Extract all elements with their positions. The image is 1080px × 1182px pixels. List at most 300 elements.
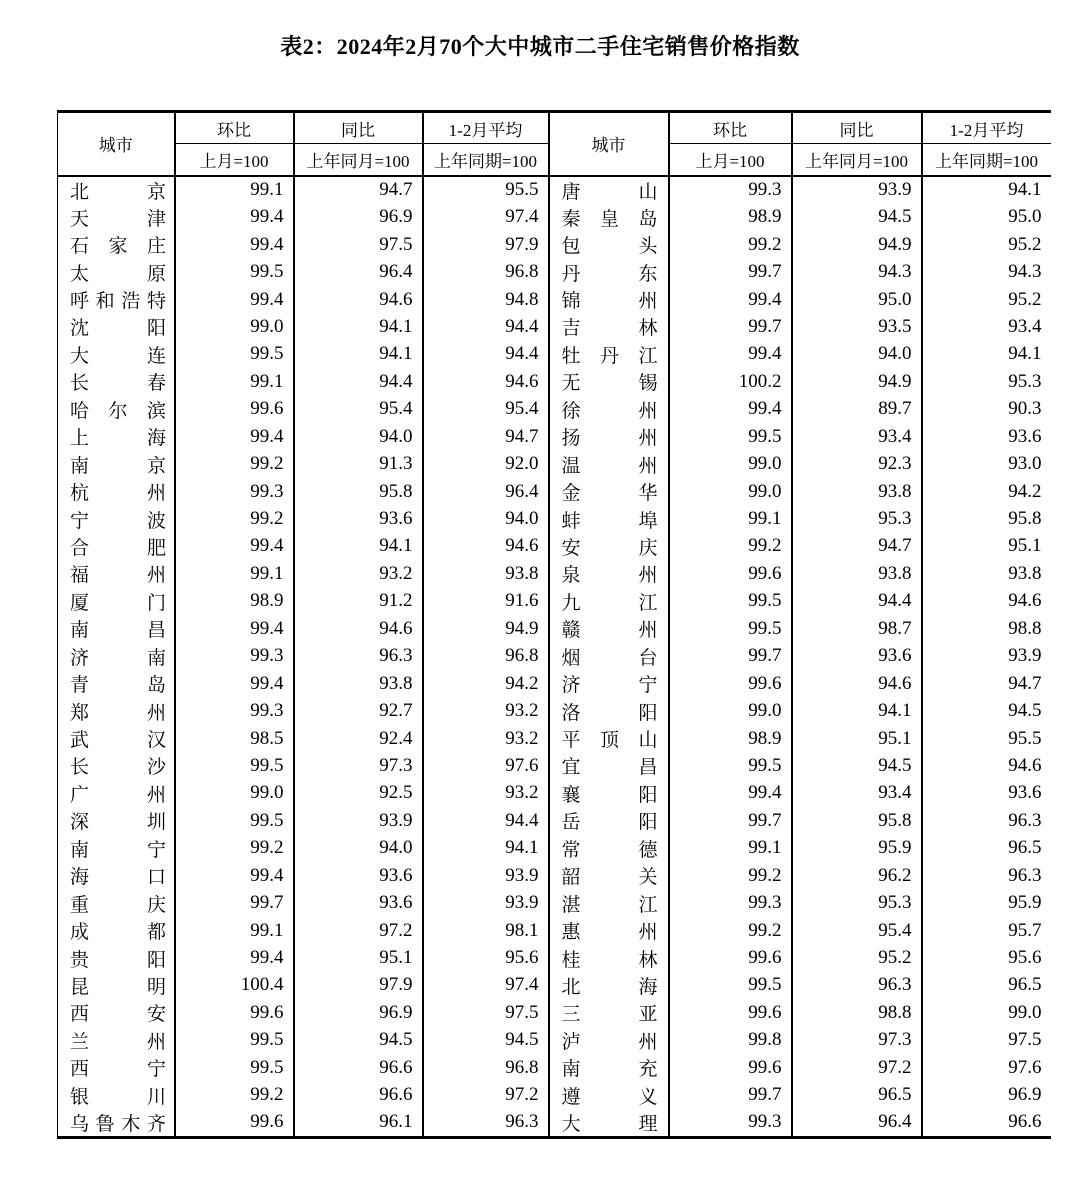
- mom-value-cell: 99.0: [175, 313, 294, 340]
- avg-value-cell: 93.6: [1008, 782, 1042, 804]
- mom-value-cell: 99.4: [175, 670, 294, 697]
- mom-value-cell: 99.2: [669, 862, 792, 889]
- yoy-value-cell: 96.6: [294, 1054, 423, 1081]
- avg-value-cell: 94.5: [423, 1027, 549, 1054]
- city-cell: [549, 588, 669, 615]
- city-name: 九江: [561, 592, 658, 614]
- city-cell: [58, 231, 175, 258]
- header-mom-right: 环比: [669, 112, 792, 144]
- table-row: [58, 643, 1051, 670]
- city-cell: [549, 1054, 669, 1081]
- avg-value-cell: 93.2: [423, 780, 549, 807]
- city-name: 大连: [70, 345, 166, 367]
- yoy-value-cell: 95.0: [792, 286, 922, 313]
- yoy-value-cell: 96.3: [792, 972, 922, 999]
- avg-value-cell: 90.3: [1008, 398, 1042, 420]
- yoy-value-cell: 94.6: [294, 286, 423, 313]
- yoy-value-cell: 94.7: [792, 533, 922, 560]
- mom-value-cell: 100.4: [175, 972, 294, 999]
- city-cell: [58, 917, 175, 944]
- table-row: [58, 999, 1051, 1026]
- city-name: 泸州: [561, 1031, 658, 1053]
- yoy-value-cell: 93.6: [294, 889, 423, 916]
- avg-value-cell: 96.9: [1008, 1084, 1042, 1106]
- avg-value-cell: 93.9: [423, 889, 549, 916]
- city-cell: [549, 862, 669, 889]
- city-name: 南昌: [70, 620, 166, 642]
- avg-value-cell: 94.6: [1008, 590, 1042, 612]
- city-name: 扬州: [561, 428, 658, 450]
- mom-value-cell: 99.5: [175, 807, 294, 834]
- city-name: 蚌埠: [561, 510, 658, 532]
- city-name: 石家庄: [70, 236, 166, 258]
- mom-value-cell: 99.2: [175, 450, 294, 477]
- avg-value-cell: 94.9: [423, 615, 549, 642]
- avg-value-cell: 93.9: [423, 862, 549, 889]
- mom-value-cell: 99.3: [175, 697, 294, 724]
- avg-value-cell: 94.3: [1008, 261, 1042, 283]
- mom-value-cell: 99.0: [669, 450, 792, 477]
- table-row: [58, 313, 1051, 340]
- yoy-value-cell: 95.8: [294, 478, 423, 505]
- table-row: [58, 835, 1051, 862]
- avg-value-cell: 95.8: [1008, 508, 1042, 530]
- mom-value-cell: 99.2: [175, 505, 294, 532]
- mom-value-cell: 99.5: [669, 972, 792, 999]
- table-row: [58, 450, 1051, 477]
- mom-value-cell: 99.3: [669, 1109, 792, 1138]
- city-name: 上海: [70, 428, 166, 450]
- city-cell: [58, 1027, 175, 1054]
- yoy-value-cell: 96.4: [294, 258, 423, 285]
- city-name: 金华: [561, 483, 658, 505]
- city-cell: [549, 725, 669, 752]
- city-cell: [549, 396, 669, 423]
- city-name: 西宁: [70, 1059, 166, 1081]
- avg-value-cell: 97.4: [423, 204, 549, 231]
- yoy-value-cell: 95.3: [792, 889, 922, 916]
- city-name: 宁波: [70, 510, 166, 532]
- city-cell: [549, 505, 669, 532]
- avg-value-cell: 94.6: [1008, 754, 1042, 776]
- city-cell: [549, 368, 669, 395]
- avg-value-cell: 98.8: [1008, 617, 1042, 639]
- mom-value-cell: 99.5: [175, 258, 294, 285]
- avg-value-cell: 93.9: [1008, 645, 1042, 667]
- city-cell: [549, 697, 669, 724]
- avg-value-cell: 96.8: [423, 1054, 549, 1081]
- table-row: [58, 1027, 1051, 1054]
- mom-value-cell: 98.9: [669, 725, 792, 752]
- city-cell: [58, 752, 175, 779]
- header-city-left: 城市: [58, 112, 175, 176]
- city-cell: [549, 780, 669, 807]
- avg-value-cell: 97.6: [423, 752, 549, 779]
- header-yoy-left: 同比: [294, 112, 423, 144]
- mom-value-cell: 99.4: [175, 286, 294, 313]
- avg-value-cell: 97.2: [423, 1082, 549, 1109]
- avg-value-cell: 93.2: [423, 725, 549, 752]
- yoy-value-cell: 96.6: [294, 1082, 423, 1109]
- mom-value-cell: 98.5: [175, 725, 294, 752]
- avg-value-cell: 96.4: [423, 478, 549, 505]
- city-name: 韶关: [561, 867, 658, 889]
- avg-value-cell: 94.1: [1008, 179, 1042, 200]
- mom-value-cell: 99.5: [669, 615, 792, 642]
- city-cell: [58, 889, 175, 916]
- avg-value-cell: 97.5: [423, 999, 549, 1026]
- mom-value-cell: 99.4: [175, 423, 294, 450]
- city-name: 广州: [70, 784, 166, 806]
- city-cell: [549, 889, 669, 916]
- avg-value-cell: 92.0: [423, 450, 549, 477]
- avg-value-cell: 96.8: [423, 258, 549, 285]
- yoy-value-cell: 94.9: [792, 231, 922, 258]
- table-row: [58, 396, 1051, 423]
- mom-value-cell: 99.6: [669, 670, 792, 697]
- mom-value-cell: 99.0: [669, 478, 792, 505]
- yoy-value-cell: 93.2: [294, 560, 423, 587]
- yoy-value-cell: 92.4: [294, 725, 423, 752]
- avg-value-cell: 99.0: [1008, 1001, 1042, 1023]
- mom-value-cell: 99.2: [669, 533, 792, 560]
- mom-value-cell: 99.6: [669, 560, 792, 587]
- yoy-value-cell: 93.4: [792, 423, 922, 450]
- mom-value-cell: 99.0: [669, 697, 792, 724]
- yoy-value-cell: 95.1: [294, 944, 423, 971]
- city-cell: [549, 670, 669, 697]
- city-cell: [58, 643, 175, 670]
- yoy-value-cell: 95.9: [792, 835, 922, 862]
- yoy-value-cell: 92.7: [294, 697, 423, 724]
- price-index-table: [57, 110, 1051, 1139]
- city-cell: [549, 478, 669, 505]
- city-name: 郑州: [70, 702, 166, 724]
- city-name: 徐州: [561, 400, 658, 422]
- header-row-top: [58, 112, 1051, 144]
- city-name: 哈尔滨: [70, 400, 166, 422]
- city-cell: [58, 835, 175, 862]
- city-cell: [549, 560, 669, 587]
- avg-value-cell: 96.3: [1008, 809, 1042, 831]
- city-cell: [549, 615, 669, 642]
- table-header: [58, 112, 1051, 176]
- city-name: 银川: [70, 1086, 166, 1108]
- table-row: [58, 231, 1051, 258]
- mom-value-cell: 99.4: [175, 862, 294, 889]
- city-cell: [549, 944, 669, 971]
- city-name: 遵义: [561, 1086, 658, 1108]
- city-cell: [58, 341, 175, 368]
- yoy-value-cell: 89.7: [792, 396, 922, 423]
- city-name: 福州: [70, 565, 166, 587]
- yoy-value-cell: 96.4: [792, 1109, 922, 1138]
- city-cell: [549, 752, 669, 779]
- city-cell: [549, 835, 669, 862]
- avg-value-cell: 94.7: [423, 423, 549, 450]
- city-cell: [58, 505, 175, 532]
- city-name: 襄阳: [561, 784, 658, 806]
- city-name: 呼和浩特: [70, 291, 166, 313]
- mom-value-cell: 99.5: [175, 752, 294, 779]
- mom-value-cell: 99.3: [669, 176, 792, 204]
- city-name: 太原: [70, 263, 166, 285]
- mom-value-cell: 99.1: [175, 176, 294, 204]
- avg-value-cell: 94.6: [423, 368, 549, 395]
- avg-value-cell: 94.1: [423, 835, 549, 862]
- header-yoy-right: 同比: [792, 112, 922, 144]
- city-cell: [58, 862, 175, 889]
- mom-value-cell: 99.0: [175, 780, 294, 807]
- yoy-value-cell: 94.1: [792, 697, 922, 724]
- city-cell: [549, 423, 669, 450]
- city-cell: [549, 258, 669, 285]
- table-row: [58, 588, 1051, 615]
- city-cell: [549, 450, 669, 477]
- city-name: 岳阳: [561, 812, 658, 834]
- yoy-value-cell: 94.0: [294, 423, 423, 450]
- table-row: [58, 478, 1051, 505]
- mom-value-cell: 99.5: [175, 1027, 294, 1054]
- yoy-value-cell: 94.5: [792, 752, 922, 779]
- city-cell: [549, 286, 669, 313]
- mom-value-cell: 99.4: [669, 780, 792, 807]
- avg-value-cell: 96.5: [1008, 837, 1042, 859]
- mom-value-cell: 99.7: [669, 1082, 792, 1109]
- city-cell: [58, 972, 175, 999]
- yoy-value-cell: 94.9: [792, 368, 922, 395]
- city-name: 成都: [70, 922, 166, 944]
- yoy-value-cell: 93.5: [792, 313, 922, 340]
- avg-value-cell: 97.5: [1008, 1029, 1042, 1051]
- avg-value-cell: 95.2: [1008, 288, 1042, 310]
- city-name: 沈阳: [70, 318, 166, 340]
- yoy-value-cell: 95.8: [792, 807, 922, 834]
- table-row: [58, 972, 1051, 999]
- header-mom-base-right: 上月=100: [669, 144, 792, 176]
- mom-value-cell: 99.2: [669, 917, 792, 944]
- table-row: [58, 505, 1051, 532]
- mom-value-cell: 99.1: [175, 368, 294, 395]
- mom-value-cell: 99.2: [669, 231, 792, 258]
- avg-value-cell: 94.6: [423, 533, 549, 560]
- avg-value-cell: 94.1: [1008, 343, 1042, 365]
- mom-value-cell: 99.4: [669, 396, 792, 423]
- mom-value-cell: 99.5: [175, 1054, 294, 1081]
- city-cell: [58, 615, 175, 642]
- avg-value-cell: 91.6: [423, 588, 549, 615]
- city-name: 合肥: [70, 537, 166, 559]
- table-row: [58, 752, 1051, 779]
- city-cell: [549, 176, 669, 204]
- table-row: [58, 258, 1051, 285]
- table-row: [58, 697, 1051, 724]
- avg-value-cell: 96.6: [1008, 1111, 1042, 1133]
- city-name: 重庆: [70, 894, 166, 916]
- mom-value-cell: 99.5: [175, 341, 294, 368]
- table-row: [58, 533, 1051, 560]
- city-cell: [58, 944, 175, 971]
- city-cell: [549, 533, 669, 560]
- yoy-value-cell: 94.4: [294, 368, 423, 395]
- city-cell: [58, 478, 175, 505]
- city-cell: [549, 231, 669, 258]
- avg-value-cell: 93.0: [1008, 453, 1042, 475]
- city-name: 西安: [70, 1004, 166, 1026]
- city-name: 唐山: [561, 181, 658, 203]
- mom-value-cell: 99.7: [669, 643, 792, 670]
- city-cell: [58, 560, 175, 587]
- mom-value-cell: 99.4: [175, 615, 294, 642]
- table-title: 表2：2024年2月70个大中城市二手住宅销售价格指数: [280, 34, 800, 59]
- yoy-value-cell: 93.8: [792, 560, 922, 587]
- avg-value-cell: 95.4: [423, 396, 549, 423]
- avg-value-cell: 94.2: [1008, 480, 1042, 502]
- avg-value-cell: 94.2: [423, 670, 549, 697]
- city-name: 北海: [561, 976, 658, 998]
- header-avg-base-left: 上年同期=100: [423, 144, 549, 176]
- mom-value-cell: 99.4: [175, 533, 294, 560]
- mom-value-cell: 99.5: [669, 588, 792, 615]
- table-row: [58, 889, 1051, 916]
- mom-value-cell: 98.9: [175, 588, 294, 615]
- yoy-value-cell: 97.5: [294, 231, 423, 258]
- city-cell: [58, 670, 175, 697]
- mom-value-cell: 100.2: [669, 368, 792, 395]
- mom-value-cell: 98.9: [669, 204, 792, 231]
- avg-value-cell: 94.7: [1008, 672, 1042, 694]
- avg-value-cell: 95.3: [1008, 370, 1042, 392]
- city-name: 兰州: [70, 1031, 166, 1053]
- table-row: [58, 1054, 1051, 1081]
- avg-value-cell: 93.4: [1008, 315, 1042, 337]
- avg-value-cell: 96.3: [1008, 864, 1042, 886]
- city-cell: [549, 1109, 669, 1138]
- mom-value-cell: 99.8: [669, 1027, 792, 1054]
- city-cell: [549, 341, 669, 368]
- city-cell: [549, 1082, 669, 1109]
- yoy-value-cell: 97.2: [792, 1054, 922, 1081]
- mom-value-cell: 99.3: [175, 643, 294, 670]
- avg-value-cell: 96.8: [423, 643, 549, 670]
- avg-value-cell: 94.4: [423, 313, 549, 340]
- avg-value-cell: 94.8: [423, 286, 549, 313]
- avg-value-cell: 97.6: [1008, 1056, 1042, 1078]
- avg-value-cell: 94.4: [423, 341, 549, 368]
- city-name: 贵阳: [70, 949, 166, 971]
- yoy-value-cell: 93.9: [792, 176, 922, 204]
- city-name: 丹东: [561, 263, 658, 285]
- yoy-value-cell: 96.5: [792, 1082, 922, 1109]
- avg-value-cell: 96.5: [1008, 974, 1042, 996]
- yoy-value-cell: 96.2: [792, 862, 922, 889]
- city-cell: [58, 368, 175, 395]
- table-row: [58, 423, 1051, 450]
- yoy-value-cell: 96.3: [294, 643, 423, 670]
- yoy-value-cell: 94.0: [792, 341, 922, 368]
- mom-value-cell: 99.5: [669, 423, 792, 450]
- city-name: 青岛: [70, 675, 166, 697]
- avg-value-cell: 93.2: [423, 697, 549, 724]
- avg-value-cell: 98.1: [423, 917, 549, 944]
- avg-value-cell: 93.8: [1008, 562, 1042, 584]
- city-cell: [549, 807, 669, 834]
- yoy-value-cell: 95.4: [792, 917, 922, 944]
- yoy-value-cell: 92.5: [294, 780, 423, 807]
- table-row: [58, 862, 1051, 889]
- mom-value-cell: 99.6: [669, 1054, 792, 1081]
- yoy-value-cell: 93.8: [294, 670, 423, 697]
- table-row: [58, 1109, 1051, 1138]
- yoy-value-cell: 93.6: [294, 505, 423, 532]
- avg-value-cell: 97.9: [423, 231, 549, 258]
- table-row: [58, 286, 1051, 313]
- yoy-value-cell: 94.1: [294, 533, 423, 560]
- table-row: [58, 944, 1051, 971]
- city-cell: [58, 396, 175, 423]
- city-name: 大理: [561, 1113, 658, 1135]
- yoy-value-cell: 94.1: [294, 341, 423, 368]
- yoy-value-cell: 96.1: [294, 1109, 423, 1138]
- yoy-value-cell: 97.2: [294, 917, 423, 944]
- avg-value-cell: 95.6: [1008, 947, 1042, 969]
- city-name: 济南: [70, 647, 166, 669]
- city-name: 平顶山: [561, 730, 658, 752]
- yoy-value-cell: 94.4: [792, 588, 922, 615]
- yoy-value-cell: 97.3: [792, 1027, 922, 1054]
- avg-value-cell: 95.5: [1008, 727, 1042, 749]
- city-name: 赣州: [561, 620, 658, 642]
- city-cell: [58, 1082, 175, 1109]
- mom-value-cell: 99.6: [669, 944, 792, 971]
- table-row: [58, 615, 1051, 642]
- yoy-value-cell: 94.5: [294, 1027, 423, 1054]
- mom-value-cell: 99.6: [175, 999, 294, 1026]
- city-name: 乌鲁木齐: [70, 1113, 166, 1135]
- yoy-value-cell: 97.9: [294, 972, 423, 999]
- mom-value-cell: 99.1: [669, 835, 792, 862]
- city-name: 安庆: [561, 537, 658, 559]
- city-name: 桂林: [561, 949, 658, 971]
- avg-value-cell: 93.6: [1008, 425, 1042, 447]
- city-cell: [549, 1027, 669, 1054]
- yoy-value-cell: 96.9: [294, 999, 423, 1026]
- yoy-value-cell: 91.3: [294, 450, 423, 477]
- city-cell: [58, 423, 175, 450]
- table-row: [58, 560, 1051, 587]
- yoy-value-cell: 93.4: [792, 780, 922, 807]
- yoy-value-cell: 93.6: [294, 862, 423, 889]
- city-name: 南充: [561, 1059, 658, 1081]
- city-name: 秦皇岛: [561, 208, 658, 230]
- city-name: 长沙: [70, 757, 166, 779]
- header-avg-base-right: 上年同期=100: [934, 151, 1039, 171]
- mom-value-cell: 99.6: [175, 396, 294, 423]
- table-row: [58, 917, 1051, 944]
- city-name: 惠州: [561, 922, 658, 944]
- city-name: 常德: [561, 839, 658, 861]
- city-cell: [58, 780, 175, 807]
- table-row: [58, 670, 1051, 697]
- table-row: [58, 204, 1051, 231]
- header-avg-left: 1-2月平均: [423, 112, 549, 144]
- header-mom-base-left: 上月=100: [175, 144, 294, 176]
- city-name: 泉州: [561, 565, 658, 587]
- table-row: [58, 780, 1051, 807]
- mom-value-cell: 99.6: [669, 999, 792, 1026]
- mom-value-cell: 99.7: [669, 807, 792, 834]
- city-cell: [58, 286, 175, 313]
